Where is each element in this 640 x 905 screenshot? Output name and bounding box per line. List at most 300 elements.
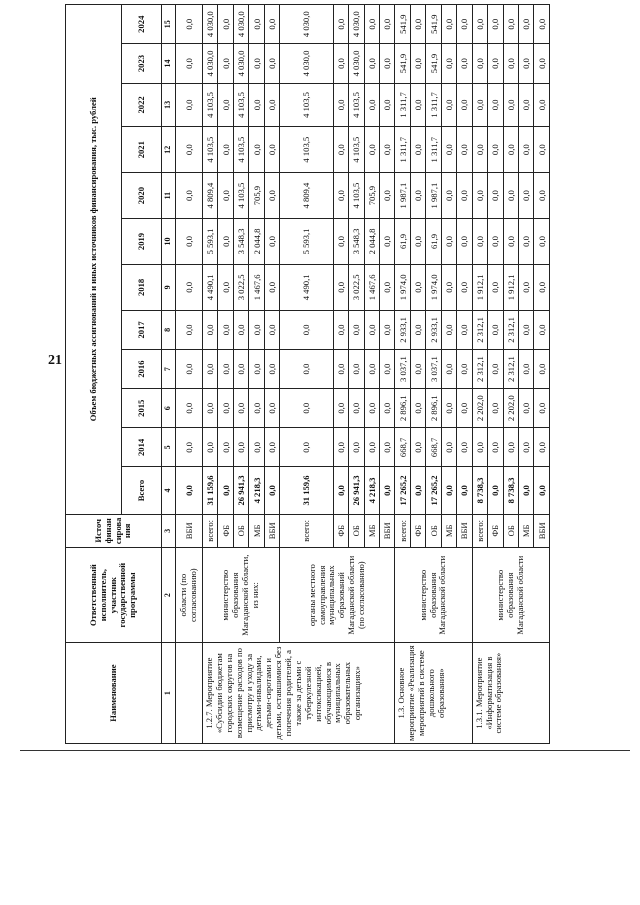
year-value-cell: 2 044,8 <box>364 219 379 265</box>
year-value-cell: 0,0 <box>264 264 279 310</box>
year-value-cell: 541,9 <box>395 44 410 83</box>
year-value-cell: 0,0 <box>410 310 425 349</box>
year-value-cell: 0,0 <box>380 349 395 388</box>
measure-name: 1.2.7. Мероприятие «Субсидии бюджетам городских округов на возмещение расходов по присмотру и уходу за детьми-инвалидами, детьми-сиротами и детьми, оставшимися без попечения родителей, а также за детьми с туберкулезной интоксикацией, обучающимися в муниципальных образовательных организациях» <box>203 643 395 744</box>
year-value-cell: 0,0 <box>176 5 203 44</box>
year-value-cell: 0,0 <box>534 5 550 44</box>
year-value-cell: 4 103,5 <box>203 127 218 173</box>
year-value-cell: 4 030,0 <box>349 5 364 44</box>
source-cell: МБ <box>441 514 456 548</box>
year-value-cell: 0,0 <box>488 219 503 265</box>
year-value-cell: 0,0 <box>503 5 518 44</box>
year-value-cell: 2 044,8 <box>249 219 264 265</box>
year-value-cell: 1 987,1 <box>426 173 441 219</box>
year-value-cell: 0,0 <box>333 5 348 44</box>
year-value-cell: 0,0 <box>472 83 487 127</box>
year-value-cell: 0,0 <box>333 44 348 83</box>
year-value-cell: 0,0 <box>249 127 264 173</box>
header-name: Наименование <box>66 643 162 744</box>
year-value-cell: 0,0 <box>441 349 456 388</box>
year-value-cell: 0,0 <box>488 264 503 310</box>
year-value-cell: 705,9 <box>364 173 379 219</box>
header-year: 2024 <box>122 5 162 44</box>
year-value-cell: 3 548,3 <box>349 219 364 265</box>
year-value-cell: 0,0 <box>264 127 279 173</box>
year-value-cell: 1 912,1 <box>503 264 518 310</box>
year-value-cell: 0,0 <box>534 83 550 127</box>
year-value-cell: 3 037,1 <box>395 349 410 388</box>
year-value-cell: 0,0 <box>472 44 487 83</box>
year-value-cell: 4 103,5 <box>349 173 364 219</box>
year-value-cell: 0,0 <box>264 428 279 467</box>
year-value-cell: 0,0 <box>441 127 456 173</box>
year-value-cell: 0,0 <box>333 264 348 310</box>
year-value-cell: 0,0 <box>488 428 503 467</box>
total-cell: 0,0 <box>176 467 203 514</box>
year-value-cell: 0,0 <box>280 349 333 388</box>
year-value-cell: 0,0 <box>441 264 456 310</box>
year-value-cell: 0,0 <box>441 173 456 219</box>
total-cell: 31 159,6 <box>203 467 218 514</box>
year-value-cell: 0,0 <box>457 127 472 173</box>
year-value-cell: 3 022,5 <box>349 264 364 310</box>
total-cell: 0,0 <box>534 467 550 514</box>
year-value-cell: 0,0 <box>488 349 503 388</box>
year-value-cell: 0,0 <box>441 310 456 349</box>
year-value-cell: 0,0 <box>534 219 550 265</box>
column-number: 7 <box>162 349 176 388</box>
total-cell: 0,0 <box>218 467 233 514</box>
column-number: 11 <box>162 173 176 219</box>
year-value-cell: 0,0 <box>333 83 348 127</box>
year-value-cell: 4 809,4 <box>203 173 218 219</box>
year-value-cell: 0,0 <box>349 389 364 428</box>
year-value-cell: 0,0 <box>534 389 550 428</box>
year-value-cell: 0,0 <box>264 83 279 127</box>
header-year: 2023 <box>122 44 162 83</box>
year-value-cell: 0,0 <box>349 349 364 388</box>
year-value-cell: 0,0 <box>333 173 348 219</box>
year-value-cell: 1 974,0 <box>395 264 410 310</box>
total-cell: 0,0 <box>441 467 456 514</box>
year-value-cell: 0,0 <box>503 173 518 219</box>
year-value-cell: 0,0 <box>534 264 550 310</box>
year-value-cell: 61,9 <box>395 219 410 265</box>
year-value-cell: 0,0 <box>233 428 248 467</box>
source-cell: ВБИ <box>534 514 550 548</box>
table-row <box>203 5 218 744</box>
year-value-cell: 61,9 <box>426 219 441 265</box>
year-value-cell: 0,0 <box>264 310 279 349</box>
year-value-cell: 0,0 <box>488 83 503 127</box>
source-cell: всего: <box>395 514 410 548</box>
executor-cell: министерство образования Магаданской области <box>472 548 549 643</box>
year-value-cell: 0,0 <box>457 310 472 349</box>
year-value-cell: 0,0 <box>333 428 348 467</box>
year-value-cell: 2 896,1 <box>395 389 410 428</box>
year-value-cell: 4 103,5 <box>280 83 333 127</box>
year-value-cell: 0,0 <box>457 44 472 83</box>
executor-cell: органы местного самоуправления муниципальных образований Магаданской области (по согласованию) <box>280 548 395 643</box>
year-value-cell: 3 022,5 <box>233 264 248 310</box>
year-value-cell: 0,0 <box>534 349 550 388</box>
year-value-cell: 0,0 <box>488 44 503 83</box>
year-value-cell: 0,0 <box>410 83 425 127</box>
year-value-cell: 0,0 <box>488 173 503 219</box>
source-cell: ФБ <box>218 514 233 548</box>
year-value-cell: 0,0 <box>349 310 364 349</box>
year-value-cell: 4 103,5 <box>280 127 333 173</box>
column-number: 15 <box>162 5 176 44</box>
header-year: 2021 <box>122 127 162 173</box>
column-number: 2 <box>162 548 176 643</box>
header-executor: Ответственный исполнитель, участник государственной программы <box>66 548 162 643</box>
year-value-cell: 0,0 <box>349 428 364 467</box>
year-value-cell: 0,0 <box>518 5 533 44</box>
year-value-cell: 0,0 <box>380 44 395 83</box>
year-value-cell: 4 103,5 <box>233 173 248 219</box>
source-cell: всего: <box>280 514 333 548</box>
year-value-cell: 3 548,3 <box>233 219 248 265</box>
year-value-cell: 0,0 <box>457 349 472 388</box>
year-value-cell: 0,0 <box>457 428 472 467</box>
year-value-cell: 2 202,0 <box>472 389 487 428</box>
year-value-cell: 2 933,1 <box>426 310 441 349</box>
table-row <box>280 5 333 744</box>
year-value-cell: 0,0 <box>333 127 348 173</box>
year-value-cell: 0,0 <box>518 389 533 428</box>
year-value-cell: 0,0 <box>534 428 550 467</box>
year-value-cell: 0,0 <box>410 264 425 310</box>
header-year: 2018 <box>122 264 162 310</box>
total-cell: 0,0 <box>410 467 425 514</box>
year-value-cell: 0,0 <box>218 349 233 388</box>
year-value-cell: 0,0 <box>176 44 203 83</box>
year-value-cell: 0,0 <box>218 127 233 173</box>
measure-name: 1.3. Основное мероприятие «Реализация мероприятий в системе дошкольного образования» <box>395 643 472 744</box>
year-value-cell: 0,0 <box>218 83 233 127</box>
year-value-cell: 0,0 <box>518 428 533 467</box>
year-value-cell: 0,0 <box>333 310 348 349</box>
year-value-cell: 0,0 <box>218 389 233 428</box>
year-value-cell: 0,0 <box>218 5 233 44</box>
year-value-cell: 0,0 <box>503 44 518 83</box>
year-value-cell: 0,0 <box>457 219 472 265</box>
year-value-cell: 0,0 <box>218 44 233 83</box>
year-value-cell: 4 490,1 <box>280 264 333 310</box>
total-cell: 4 218,3 <box>249 467 264 514</box>
total-cell: 17 265,2 <box>395 467 410 514</box>
year-value-cell: 4 103,5 <box>349 127 364 173</box>
year-value-cell: 0,0 <box>534 127 550 173</box>
year-value-cell: 1 311,7 <box>426 127 441 173</box>
year-value-cell: 0,0 <box>264 349 279 388</box>
year-value-cell: 0,0 <box>410 173 425 219</box>
year-value-cell: 4 490,1 <box>203 264 218 310</box>
footer-rule <box>20 750 630 751</box>
header-year: 2022 <box>122 83 162 127</box>
year-value-cell: 0,0 <box>249 310 264 349</box>
year-value-cell: 4 030,0 <box>203 44 218 83</box>
year-value-cell: 0,0 <box>503 127 518 173</box>
year-value-cell: 2 312,1 <box>503 349 518 388</box>
header-year: 2020 <box>122 173 162 219</box>
year-value-cell: 4 030,0 <box>280 5 333 44</box>
year-value-cell: 0,0 <box>233 310 248 349</box>
year-value-cell: 0,0 <box>410 428 425 467</box>
year-value-cell: 4 030,0 <box>280 44 333 83</box>
year-value-cell: 0,0 <box>218 428 233 467</box>
year-value-cell: 0,0 <box>441 83 456 127</box>
year-value-cell: 4 103,5 <box>349 83 364 127</box>
source-cell: ОБ <box>233 514 248 548</box>
source-cell: МБ <box>249 514 264 548</box>
source-cell: ОБ <box>503 514 518 548</box>
year-value-cell: 2 202,0 <box>503 389 518 428</box>
year-value-cell: 668,7 <box>395 428 410 467</box>
year-value-cell: 0,0 <box>472 428 487 467</box>
year-value-cell: 2 312,1 <box>472 310 487 349</box>
header-year: 2016 <box>122 349 162 388</box>
total-cell: 26 941,3 <box>349 467 364 514</box>
executor-cell: министерство образования Магаданской области <box>395 548 472 643</box>
source-cell: ФБ <box>333 514 348 548</box>
year-value-cell: 1 311,7 <box>395 127 410 173</box>
year-value-cell: 5 593,1 <box>203 219 218 265</box>
year-value-cell: 1 311,7 <box>395 83 410 127</box>
year-value-cell: 0,0 <box>488 310 503 349</box>
year-value-cell: 0,0 <box>410 349 425 388</box>
total-cell: 0,0 <box>518 467 533 514</box>
year-value-cell: 0,0 <box>264 173 279 219</box>
year-value-cell: 0,0 <box>364 83 379 127</box>
year-value-cell: 0,0 <box>218 173 233 219</box>
source-cell: ВБИ <box>380 514 395 548</box>
year-value-cell: 0,0 <box>457 173 472 219</box>
year-value-cell: 0,0 <box>518 127 533 173</box>
total-cell: 0,0 <box>488 467 503 514</box>
year-value-cell: 0,0 <box>380 219 395 265</box>
page-number: 21 <box>48 353 62 368</box>
year-value-cell: 0,0 <box>457 5 472 44</box>
header-year: 2014 <box>122 428 162 467</box>
year-value-cell: 0,0 <box>518 310 533 349</box>
column-number: 4 <box>162 467 176 514</box>
total-cell: 0,0 <box>457 467 472 514</box>
total-cell: 4 218,3 <box>364 467 379 514</box>
year-value-cell: 0,0 <box>380 173 395 219</box>
source-cell: ФБ <box>410 514 425 548</box>
year-value-cell: 541,9 <box>426 44 441 83</box>
year-value-cell: 4 030,0 <box>349 44 364 83</box>
year-value-cell: 2 933,1 <box>395 310 410 349</box>
year-value-cell: 0,0 <box>203 349 218 388</box>
year-value-cell: 0,0 <box>410 127 425 173</box>
year-value-cell: 0,0 <box>218 264 233 310</box>
column-number: 9 <box>162 264 176 310</box>
year-value-cell: 0,0 <box>249 428 264 467</box>
year-value-cell: 0,0 <box>333 219 348 265</box>
column-number: 10 <box>162 219 176 265</box>
year-value-cell: 0,0 <box>410 389 425 428</box>
year-value-cell: 0,0 <box>488 389 503 428</box>
year-value-cell: 0,0 <box>518 173 533 219</box>
year-value-cell: 0,0 <box>203 389 218 428</box>
total-cell: 0,0 <box>264 467 279 514</box>
year-value-cell: 0,0 <box>233 389 248 428</box>
column-number: 3 <box>162 514 176 548</box>
year-value-cell: 0,0 <box>472 173 487 219</box>
year-value-cell: 0,0 <box>472 5 487 44</box>
source-cell: МБ <box>364 514 379 548</box>
measure-name: 1.3.1. Мероприятие «Информатизация в системе образования» <box>472 643 549 744</box>
year-value-cell: 1 912,1 <box>472 264 487 310</box>
source-cell: ОБ <box>349 514 364 548</box>
year-value-cell: 0,0 <box>233 349 248 388</box>
year-value-cell: 0,0 <box>364 428 379 467</box>
executor-cell: министерство образования Магаданской области, из них: <box>203 548 280 643</box>
year-value-cell: 541,9 <box>426 5 441 44</box>
column-number: 6 <box>162 389 176 428</box>
year-value-cell: 4 030,0 <box>203 5 218 44</box>
year-value-cell: 0,0 <box>441 428 456 467</box>
year-value-cell: 0,0 <box>249 44 264 83</box>
year-value-cell: 0,0 <box>249 349 264 388</box>
year-value-cell: 0,0 <box>380 83 395 127</box>
year-value-cell: 1 974,0 <box>426 264 441 310</box>
year-value-cell: 0,0 <box>380 264 395 310</box>
year-value-cell: 0,0 <box>380 389 395 428</box>
year-value-cell: 0,0 <box>518 264 533 310</box>
year-value-cell: 0,0 <box>249 389 264 428</box>
year-value-cell: 0,0 <box>518 83 533 127</box>
year-value-cell: 0,0 <box>518 349 533 388</box>
year-value-cell: 0,0 <box>280 428 333 467</box>
year-value-cell: 705,9 <box>249 173 264 219</box>
year-value-cell: 1 467,6 <box>364 264 379 310</box>
source-cell: ФБ <box>488 514 503 548</box>
table-row <box>176 5 203 744</box>
year-value-cell: 0,0 <box>280 310 333 349</box>
year-value-cell: 0,0 <box>380 428 395 467</box>
year-value-cell: 0,0 <box>264 389 279 428</box>
year-value-cell: 5 593,1 <box>280 219 333 265</box>
year-value-cell: 0,0 <box>441 44 456 83</box>
column-number: 5 <box>162 428 176 467</box>
year-value-cell: 0,0 <box>518 44 533 83</box>
year-value-cell: 668,7 <box>426 428 441 467</box>
header-source: Источ финан сирова ния <box>66 514 162 548</box>
year-value-cell: 0,0 <box>410 219 425 265</box>
year-value-cell: 0,0 <box>176 173 203 219</box>
source-cell: МБ <box>518 514 533 548</box>
year-value-cell: 0,0 <box>457 83 472 127</box>
year-value-cell: 0,0 <box>503 428 518 467</box>
header-total: Всего <box>122 467 162 514</box>
total-cell: 31 159,6 <box>280 467 333 514</box>
year-value-cell: 1 467,6 <box>249 264 264 310</box>
year-value-cell: 0,0 <box>410 5 425 44</box>
year-value-cell: 0,0 <box>176 389 203 428</box>
table-row <box>472 5 487 744</box>
column-number: 12 <box>162 127 176 173</box>
year-value-cell: 0,0 <box>364 44 379 83</box>
year-value-cell: 0,0 <box>364 5 379 44</box>
year-value-cell: 541,9 <box>395 5 410 44</box>
year-value-cell: 0,0 <box>176 127 203 173</box>
year-value-cell: 0,0 <box>264 219 279 265</box>
year-value-cell: 0,0 <box>380 127 395 173</box>
year-value-cell: 0,0 <box>333 389 348 428</box>
year-value-cell: 2 896,1 <box>426 389 441 428</box>
year-value-cell: 0,0 <box>176 310 203 349</box>
year-value-cell: 0,0 <box>364 127 379 173</box>
total-cell: 17 265,2 <box>426 467 441 514</box>
year-value-cell: 0,0 <box>176 219 203 265</box>
year-value-cell: 0,0 <box>364 389 379 428</box>
funding-table <box>65 4 550 744</box>
total-cell: 26 941,3 <box>233 467 248 514</box>
year-value-cell: 4 103,5 <box>233 127 248 173</box>
year-value-cell: 0,0 <box>280 389 333 428</box>
year-value-cell: 0,0 <box>176 83 203 127</box>
year-value-cell: 0,0 <box>249 83 264 127</box>
year-value-cell: 0,0 <box>218 219 233 265</box>
year-value-cell: 0,0 <box>457 389 472 428</box>
year-value-cell: 0,0 <box>218 310 233 349</box>
year-value-cell: 0,0 <box>380 310 395 349</box>
header-year: 2017 <box>122 310 162 349</box>
year-value-cell: 4 809,4 <box>280 173 333 219</box>
year-value-cell: 0,0 <box>176 428 203 467</box>
year-value-cell: 1 987,1 <box>395 173 410 219</box>
year-value-cell: 4 103,5 <box>233 83 248 127</box>
year-value-cell: 4 030,0 <box>233 44 248 83</box>
source-cell: ВБИ <box>457 514 472 548</box>
year-value-cell: 0,0 <box>534 173 550 219</box>
year-value-cell: 0,0 <box>249 5 264 44</box>
total-cell: 0,0 <box>380 467 395 514</box>
table-row <box>395 5 410 744</box>
year-value-cell: 0,0 <box>203 310 218 349</box>
total-cell: 8 738,3 <box>503 467 518 514</box>
source-cell: ВБИ <box>176 514 203 548</box>
year-value-cell: 3 037,1 <box>426 349 441 388</box>
column-number: 8 <box>162 310 176 349</box>
year-value-cell: 0,0 <box>518 219 533 265</box>
source-cell: ВБИ <box>264 514 279 548</box>
year-value-cell: 0,0 <box>380 5 395 44</box>
year-value-cell: 0,0 <box>503 83 518 127</box>
source-cell: всего: <box>472 514 487 548</box>
year-value-cell: 0,0 <box>410 44 425 83</box>
year-value-cell: 0,0 <box>472 219 487 265</box>
year-value-cell: 0,0 <box>503 219 518 265</box>
measure-name <box>176 643 203 744</box>
year-value-cell: 0,0 <box>264 44 279 83</box>
year-value-cell: 1 311,7 <box>426 83 441 127</box>
year-value-cell: 0,0 <box>441 5 456 44</box>
year-value-cell: 0,0 <box>441 219 456 265</box>
year-value-cell: 4 030,0 <box>233 5 248 44</box>
year-value-cell: 0,0 <box>488 127 503 173</box>
year-value-cell: 0,0 <box>472 127 487 173</box>
year-value-cell: 0,0 <box>441 389 456 428</box>
executor-cell: области (по согласованию) <box>176 548 203 643</box>
year-value-cell: 0,0 <box>364 310 379 349</box>
column-number: 14 <box>162 44 176 83</box>
year-value-cell: 0,0 <box>364 349 379 388</box>
